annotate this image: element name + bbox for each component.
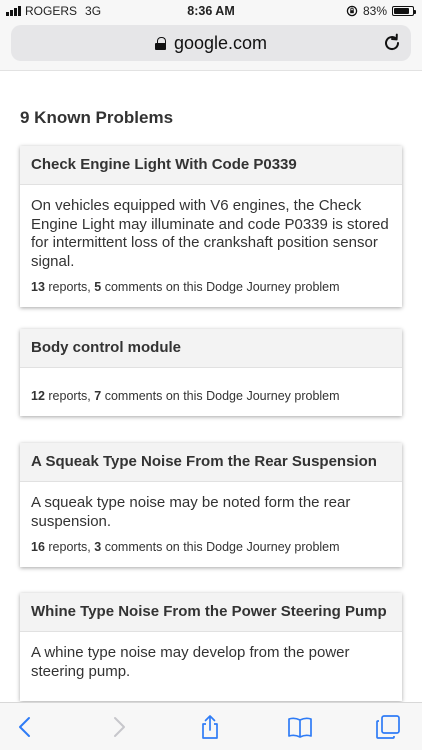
orientation-lock-icon [346, 5, 358, 17]
carrier-name: ROGERS [25, 4, 78, 18]
problem-title[interactable]: Whine Type Noise From the Power Steering Pump [20, 593, 402, 632]
problem-title[interactable]: Body control module [20, 329, 402, 368]
problem-description: A whine type noise may develop from the power steering pump. [31, 644, 350, 680]
problem-title[interactable]: Check Engine Light With Code P0339 [20, 146, 402, 185]
battery-percent: 83% [362, 4, 387, 18]
clock: 8:36 AM [187, 4, 235, 18]
problem-body [20, 368, 402, 416]
address-text[interactable] [11, 33, 411, 54]
comments-label: comments on this Dodge Journey problem [104, 280, 340, 294]
network-type: 3G [85, 4, 102, 18]
problem-description: A squeak type noise may be noted form the rear suspension. [31, 494, 351, 530]
reload-icon[interactable] [381, 32, 403, 54]
problem-card[interactable] [20, 329, 402, 416]
bookmarks-icon[interactable] [286, 713, 314, 741]
problem-stats [31, 539, 391, 555]
problem-card[interactable] [20, 443, 402, 567]
address-bar[interactable] [11, 25, 411, 61]
tabs-icon[interactable] [374, 713, 402, 741]
problem-body [20, 632, 402, 701]
problem-stats [31, 388, 391, 404]
page-content [0, 70, 422, 702]
comments-label: comments on this Dodge Journey problem [104, 389, 340, 403]
problem-description: On vehicles equipped with V6 engines, the Check Engine Light may illuminate and code P0339 is stored for intermittent loss of the crankshaft position sensor signal. [31, 197, 389, 270]
problem-card[interactable] [20, 593, 402, 701]
comments-count: 5 [94, 280, 102, 294]
battery-icon [392, 6, 414, 16]
forward-icon[interactable] [104, 713, 132, 741]
url-domain: google.com [173, 33, 268, 53]
problem-stats [31, 279, 391, 295]
battery-info [346, 4, 414, 18]
reports-label: reports, [48, 540, 91, 554]
problem-body [20, 185, 402, 307]
lock-icon [155, 37, 166, 50]
problem-title[interactable]: A Squeak Type Noise From the Rear Suspension [20, 443, 402, 482]
page-title: 9 Known Problems [20, 108, 174, 127]
back-icon[interactable] [12, 713, 40, 741]
comments-count: 7 [94, 389, 102, 403]
reports-label: reports, [48, 389, 91, 403]
browser-toolbar [0, 702, 422, 750]
reports-count: 12 [31, 389, 45, 403]
reports-count: 13 [31, 280, 45, 294]
reports-count: 16 [31, 540, 45, 554]
comments-count: 3 [94, 540, 102, 554]
comments-label: comments on this Dodge Journey problem [104, 540, 340, 554]
reports-label: reports, [48, 280, 91, 294]
problem-body [20, 482, 402, 567]
problem-card[interactable] [20, 146, 402, 307]
share-icon[interactable] [196, 713, 224, 741]
status-bar [0, 0, 422, 22]
